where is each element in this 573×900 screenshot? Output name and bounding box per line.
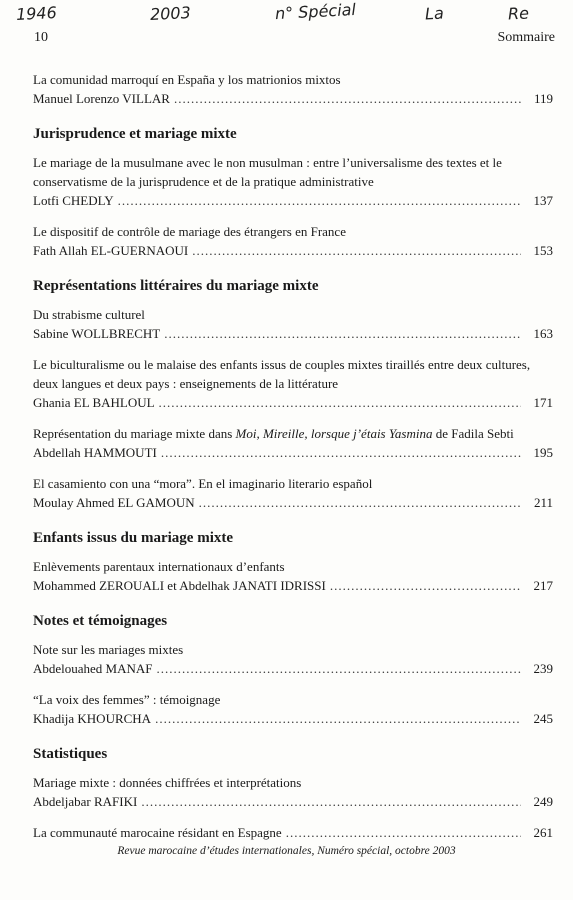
entry-page: 195 xyxy=(533,445,553,460)
dot-leader xyxy=(159,393,521,412)
entry-author: Abdellah HAMMOUTI xyxy=(33,445,157,460)
dot-leader xyxy=(192,241,521,260)
dot-leader xyxy=(157,659,521,678)
toc-entry xyxy=(33,305,553,343)
journal-footer: Revue marocaine d’études internationales, Numéro spécial, octobre 2003 xyxy=(117,845,456,857)
dot-leader xyxy=(118,191,521,210)
title-text: de Fadila Sebti xyxy=(432,426,514,441)
entry-title: Note sur les mariages mixtes xyxy=(33,642,184,657)
entry-title: Mariage mixte : données chiffrées et interprétations xyxy=(33,775,302,790)
entry-title: Enlèvements parentaux internationaux d’enfants xyxy=(33,559,285,574)
entry-title: Le dispositif de contrôle de mariage des étrangers en France xyxy=(33,224,346,239)
dot-leader xyxy=(141,792,521,811)
handwritten-note: n° Spécial xyxy=(274,0,357,24)
entry-title: La communauté marocaine résidant en Espagne xyxy=(33,825,282,840)
toc-entry xyxy=(33,355,553,412)
entry-author: Fath Allah EL-GUERNAOUI xyxy=(33,243,189,258)
section-heading: Notes et témoignages xyxy=(33,613,168,629)
book-title: Moi, Mireille, lorsque j’étais Yasmina xyxy=(235,426,433,441)
entry-author: Manuel Lorenzo VILLAR xyxy=(33,91,170,106)
dot-leader xyxy=(286,823,521,842)
entry-author: Ghania EL BAHLOUL xyxy=(33,395,155,410)
section-heading: Statistiques xyxy=(33,746,108,762)
entry-title xyxy=(33,424,553,443)
dot-leader xyxy=(161,443,521,462)
toc-entry xyxy=(33,153,553,210)
toc-entry xyxy=(33,70,553,108)
section-heading: Représentations littéraires du mariage mixte xyxy=(33,278,319,294)
entry-page: 163 xyxy=(533,326,553,341)
entry-title: La comunidad marroquí en España y los matrionios mixtos xyxy=(33,72,341,87)
entry-title: “La voix des femmes” : témoignage xyxy=(33,692,221,707)
title-text: Représentation du mariage mixte dans xyxy=(33,426,236,441)
entry-page: 153 xyxy=(533,243,553,258)
dot-leader xyxy=(174,89,521,108)
entry-page: 119 xyxy=(533,91,553,106)
entry-title: Du strabisme culturel xyxy=(33,307,145,322)
handwritten-note: 1946 xyxy=(15,2,58,25)
dot-leader xyxy=(330,576,521,595)
entry-page: 249 xyxy=(533,794,553,809)
toc-entry xyxy=(33,773,553,811)
table-of-contents xyxy=(33,70,553,854)
entry-title: Le biculturalisme ou le malaise des enfants issus de couples mixtes tiraillés entre deux cultures, deux langues et deux pays : enseignements de la littérature xyxy=(33,357,531,391)
handwritten-note: La xyxy=(424,3,445,24)
entry-page: 211 xyxy=(533,495,553,510)
entry-page: 217 xyxy=(533,578,553,593)
entry-author: Moulay Ahmed EL GAMOUN xyxy=(33,495,195,510)
section-heading: Enfants issus du mariage mixte xyxy=(33,530,234,546)
dot-leader xyxy=(155,709,521,728)
entry-author: Lotfi CHEDLY xyxy=(33,193,114,208)
entry-author: Abdelouahed MANAF xyxy=(33,661,153,676)
handwritten-note: 2003 xyxy=(149,2,192,25)
toc-entry xyxy=(33,557,553,595)
entry-page: 137 xyxy=(533,193,553,208)
entry-page: 171 xyxy=(533,395,553,410)
entry-page: 261 xyxy=(533,825,553,840)
entry-author: Mohammed ZEROUALI et Abdelhak JANATI IDRISSI xyxy=(33,578,326,593)
page-number: 10 xyxy=(34,30,48,45)
handwritten-note: Re xyxy=(507,3,530,24)
entry-title: El casamiento con una “mora”. En el imaginario literario español xyxy=(33,476,373,491)
entry-author: Khadija KHOURCHA xyxy=(33,711,152,726)
toc-entry xyxy=(33,823,553,842)
toc-entry xyxy=(33,690,553,728)
dot-leader xyxy=(199,493,521,512)
entry-page: 245 xyxy=(533,711,553,726)
dot-leader xyxy=(164,324,521,343)
entry-title: Le mariage de la musulmane avec le non musulman : entre l’universalisme des textes et le conservatisme de la jurisprudence et de la pratique administrative xyxy=(33,155,502,189)
toc-entry xyxy=(33,640,553,678)
toc-entry xyxy=(33,424,553,462)
section-heading: Jurisprudence et mariage mixte xyxy=(33,126,237,142)
entry-page: 239 xyxy=(533,661,553,676)
page-header xyxy=(34,30,555,50)
entry-author: Sabine WOLLBRECHT xyxy=(33,326,161,341)
entry-author: Abdeljabar RAFIKI xyxy=(33,794,138,809)
toc-entry xyxy=(33,474,553,512)
section-title: Sommaire xyxy=(497,30,555,45)
toc-entry xyxy=(33,222,553,260)
